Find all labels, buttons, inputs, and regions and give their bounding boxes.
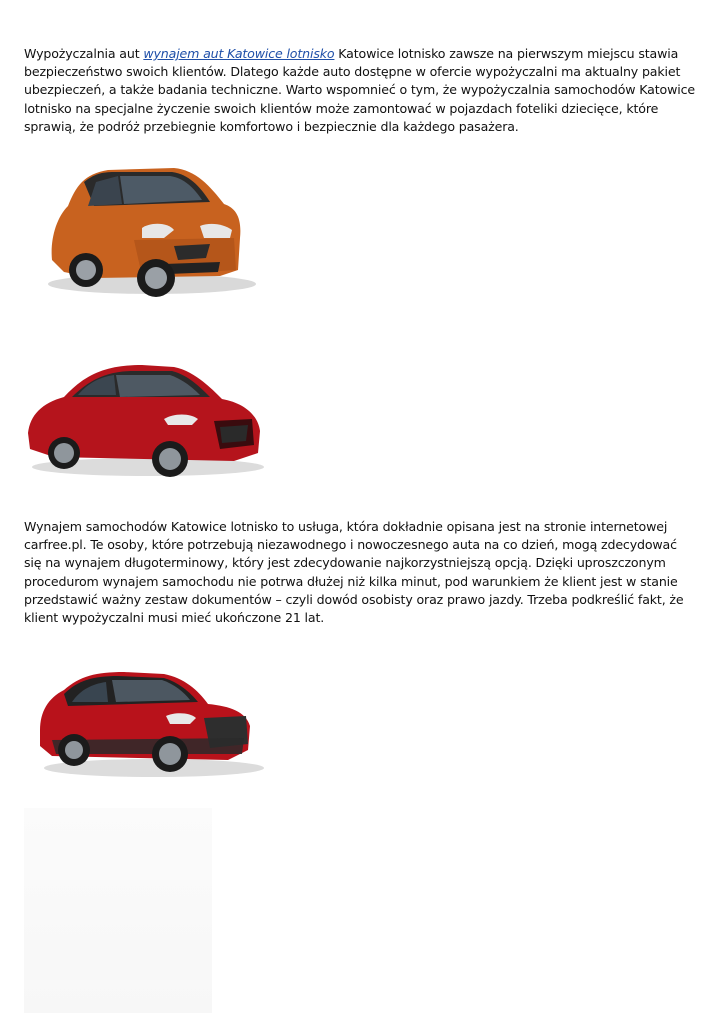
red-sedan-image (24, 335, 266, 497)
rental-link[interactable]: wynajem aut Katowice lotnisko (143, 46, 335, 61)
paragraph-intro (24, 45, 696, 136)
red-crossover-image (24, 650, 266, 808)
intro-prefix: Wypożyczalnia aut (24, 46, 144, 61)
paragraph-details: Wynajem samochodów Katowice lotnisko to usługa, która dokładnie opisana jest na stronie internetowej carfree.pl. Te osoby, które potrzebują niezawodnego i nowoczesnego auta na co dzień, mogą zdecydować się na wynajem długoterminowy, który jest zdecydowanie najkorzystniejszą opcją. Dzięki uproszczonym procedurom wynajem samochodu nie potrwa dłużej niż kilka minut, pod warunkiem że klient jest w stanie przedstawić ważny zestaw dokumentów – czyli dowód osobisty oraz prawo jazdy. Trzeba podkreślić fakt, że klient wypożyczalni musi mieć ukończone 21 lat. (24, 519, 684, 626)
faded-image-placeholder (24, 808, 212, 1013)
orange-hatchback-image (24, 152, 266, 322)
intro-body: Katowice lotnisko zawsze na pierwszym miejscu stawia bezpieczeństwo swoich klientów. Dlatego każde auto dostępne w ofercie wypożyczalni ma aktualny pakiet ubezpieczeń, a także badania techniczne. Warto wspomnieć o tym, że wypożyczalnia samochodów Katowice lotnisko na specjalne życzenie swoich klientów może zamontować w pojazdach foteliki dziecięce, które sprawią, że podróż przebiegnie komfortowo i bezpiecznie dla każdego pasażera. (24, 46, 695, 134)
